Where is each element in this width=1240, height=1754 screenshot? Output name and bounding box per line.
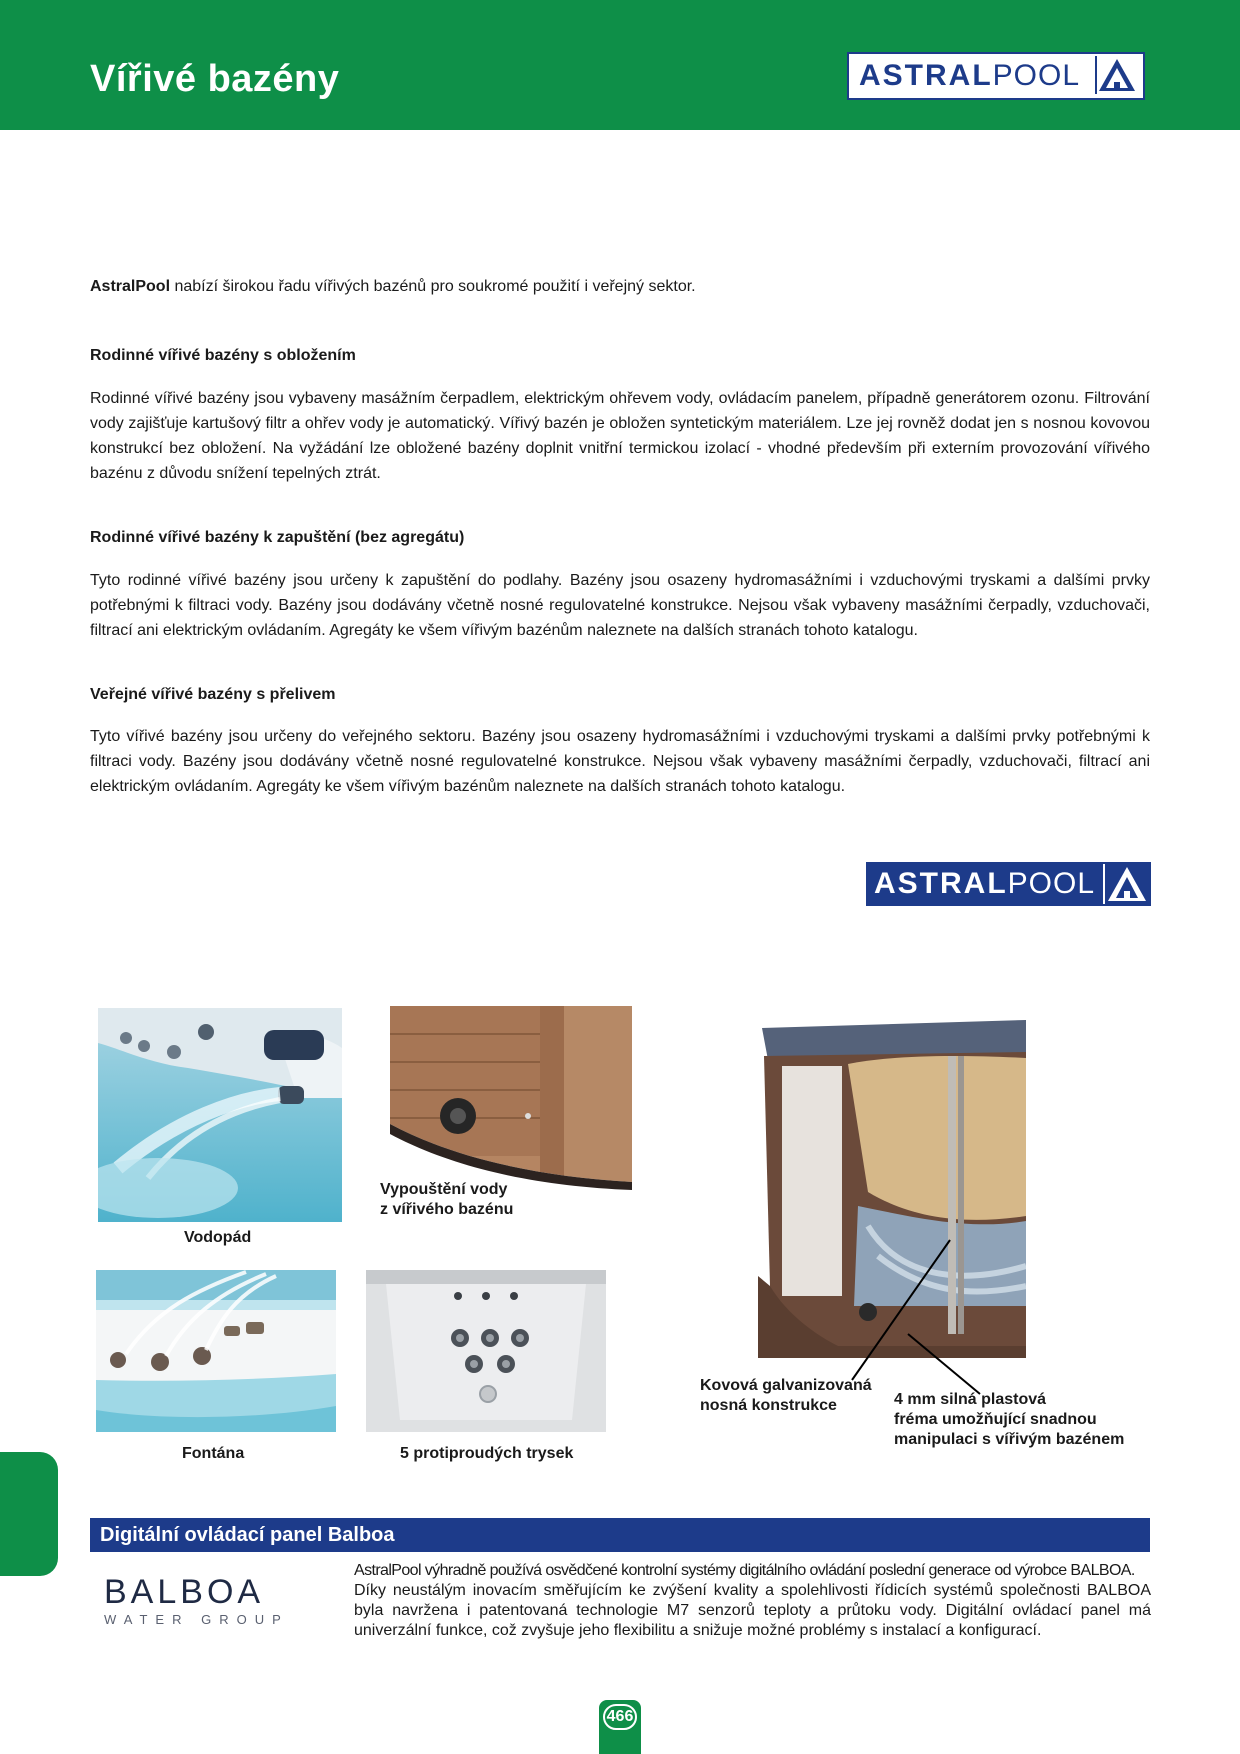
caption-plastic <box>894 1390 1124 1450</box>
caption-frame <box>700 1376 872 1416</box>
section-text: Tyto vířivé bazény jsou určeny do veřejného sektoru. Bazény jsou osazeny hydromasážními i vzduchovými tryskami a dalšími prvky potřebnými k filtraci vody. Bazény jsou dodávány včetně nosné regulovatelné konstrukce. Nejsou však vybaveny masážními čerpadly, vzduchovači, filtrací ani elektrickým ovládaním. Agregáty ke všem vířivým bazénům naleznete na dalších stranách tohoto katalogu. <box>90 728 1150 795</box>
section-text: Rodinné vířivé bazény jsou vybaveny masážním čerpadlem, elektrickým ohřevem vody, ovládacím panelem, případně generátorem ozonu. Filtrování vody zajišťuje kartušový filtr a ohřev vody je automatický. Vířivý bazén je obložen syntetickým materiálem. Lze jej rovněž dodat jen s nosnou kovovou konstrukcí bez obložení. Na vyžádání lze obložené bazény doplnit vnitřní termickou izolací - vhodné především při externím provozování vířivého bazénu z důvodu snížení tepelných ztrát. <box>90 390 1150 482</box>
caption-drain-text: Vypouštění vody z vířivého bazénu <box>380 1181 514 1218</box>
balboa-logo-sub: WATER GROUP <box>104 1612 289 1627</box>
balboa-logo-word: BALBOA <box>104 1573 265 1611</box>
astralpool-triangle-icon <box>1095 56 1139 94</box>
balboa-section-title: Digitální ovládací panel Balboa <box>100 1524 395 1546</box>
logo-light-text: POOL <box>1007 867 1096 900</box>
drain-photo <box>390 1006 632 1208</box>
intro-paragraph <box>90 276 1150 298</box>
intro-brand: AstralPool <box>90 278 171 295</box>
intro-text: nabízí širokou řadu vířivých bazénů pro soukromé použití i veřejný sektor. <box>170 278 696 295</box>
section-heading: Rodinné vířivé bazény k zapuštění (bez agregátu) <box>90 529 465 546</box>
jets-photo <box>366 1270 606 1432</box>
page-title: Vířivé bazény <box>90 58 340 100</box>
astralpool-logo-secondary <box>866 862 1151 906</box>
side-tab-marker <box>0 1452 58 1576</box>
page-number: 466 <box>603 1704 637 1730</box>
astralpool-logo <box>847 52 1145 100</box>
balboa-text-line2: Díky neustálým inovacím směřujícím ke zvýšení kvality a spolehlivosti řídicích systémů společnosti BALBOA byla navržena i patentovaná technologie M7 senzorů teploty a průtoku vody. Digitální ovládací panel má univerzální funkce, což zvyšuje jeho flexibilitu a snižuje možné problémy s instalací a konfigurací. <box>354 1582 1151 1639</box>
balboa-section-bar <box>90 1518 1150 1552</box>
caption-fountain: Fontána <box>182 1445 245 1462</box>
caption-waterfall: Vodopád <box>184 1229 252 1246</box>
balboa-description <box>354 1561 1151 1641</box>
caption-plastic-text: 4 mm silná plastová fréma umožňující snadnou manipulaci s vířivým bazénem <box>894 1391 1125 1448</box>
page-header <box>0 0 1240 130</box>
logo-strong-text: ASTRAL <box>874 867 1008 900</box>
section-heading: Veřejné vířivé bazény s přelivem <box>90 686 336 703</box>
caption-drain <box>380 1180 513 1220</box>
caption-frame-text: Kovová galvanizovaná nosná konstrukce <box>700 1377 872 1414</box>
callout-lines <box>840 1230 1040 1400</box>
balboa-text-line1: AstralPool výhradně používá osvědčené kontrolní systémy digitálního ovládání poslední generace od výrobce BALBOA. <box>354 1562 1135 1579</box>
astralpool-triangle-icon <box>1103 864 1149 904</box>
waterfall-photo <box>98 1008 342 1222</box>
logo-strong-text: ASTRAL <box>859 59 993 92</box>
section-text: Tyto rodinné vířivé bazény jsou určeny k zapuštění do podlahy. Bazény jsou osazeny hydromasážními i vzduchovými tryskami a dalšími prvky potřebnými k filtraci vody. Bazény jsou dodávány včetně nosné regulovatelné konstrukce. Nejsou však vybaveny masážními čerpadly, vzduchovači, filtrací ani elektrickým ovládaním. Agregáty ke všem vířivým bazénům naleznete na dalších stranách tohoto katalogu. <box>90 572 1150 639</box>
caption-jets: 5 protiproudých trysek <box>400 1445 574 1462</box>
section-heading: Rodinné vířivé bazény s obložením <box>90 347 356 364</box>
logo-light-text: POOL <box>992 59 1081 92</box>
page-number-badge <box>599 1700 641 1754</box>
balboa-logo <box>104 1574 304 1634</box>
fountain-photo <box>96 1270 336 1432</box>
